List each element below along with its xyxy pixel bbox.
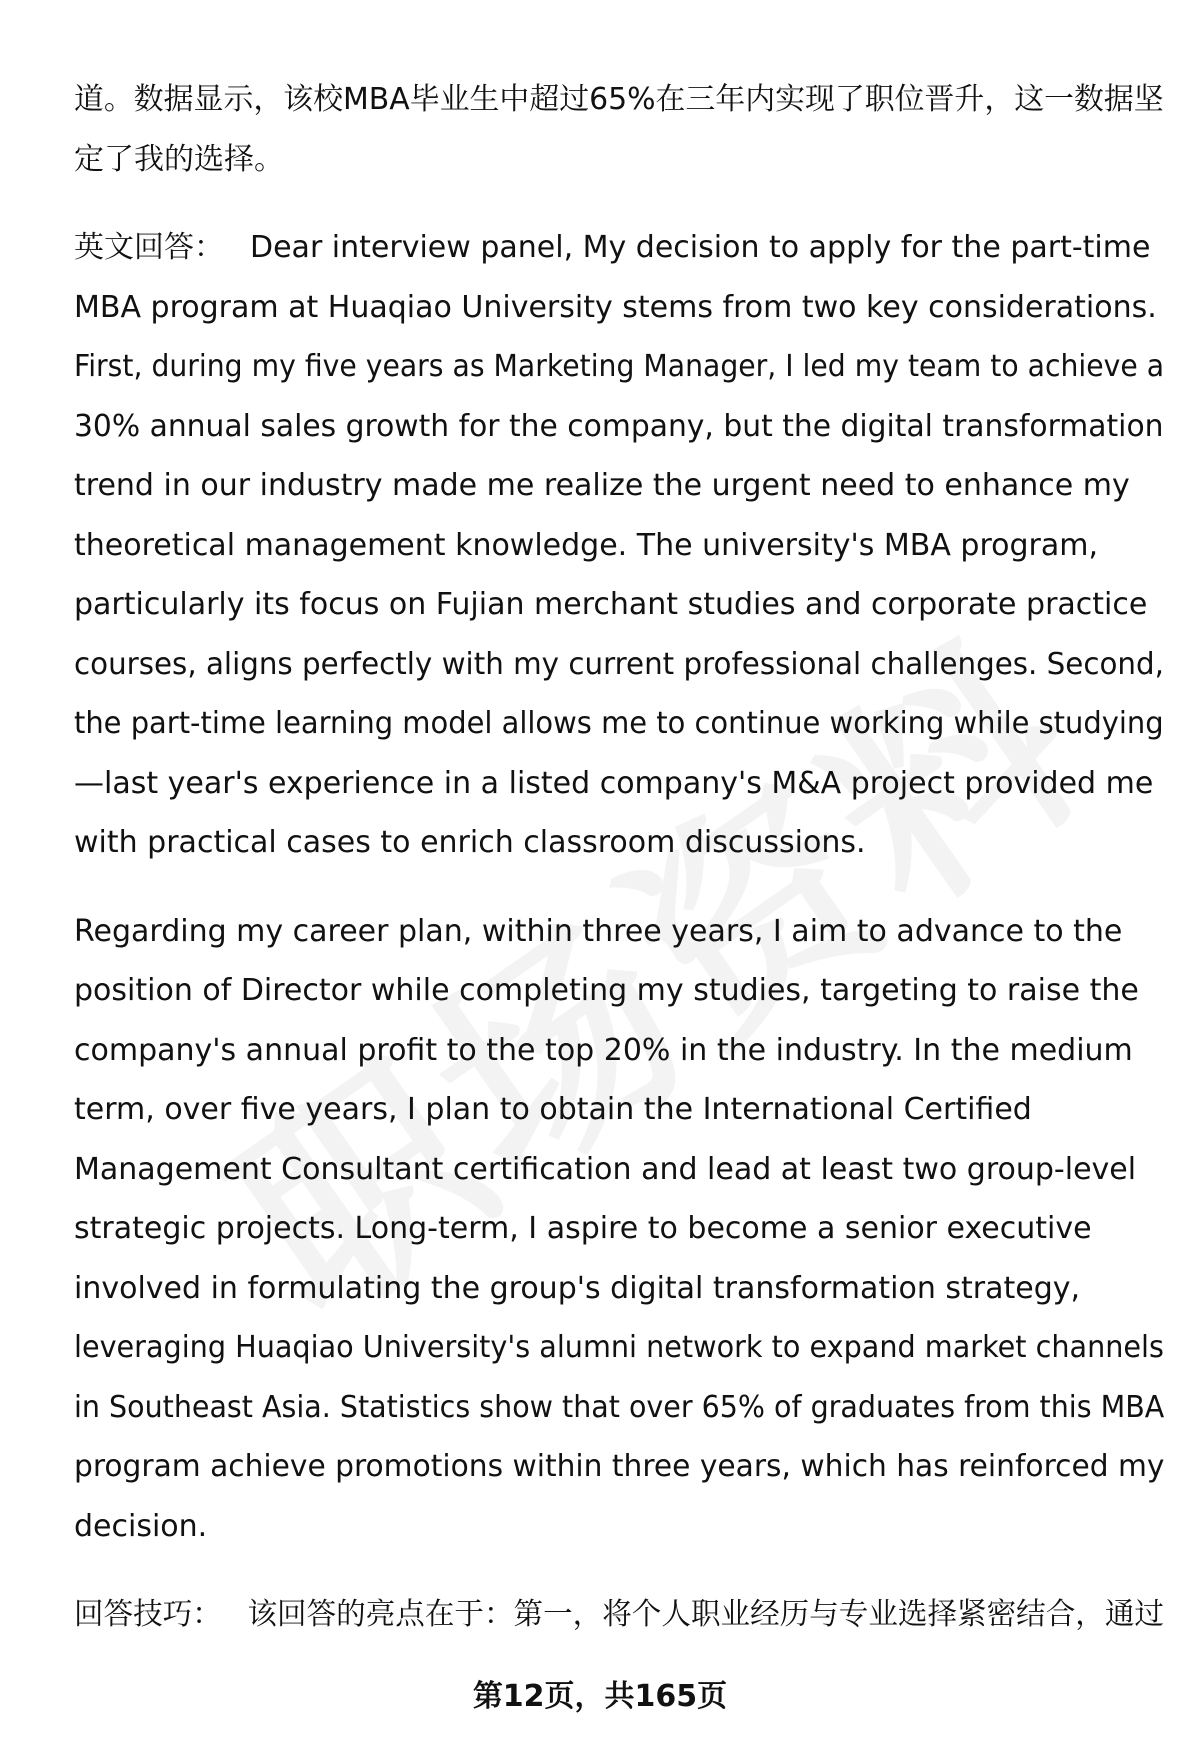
line-text: with practical cases to enrich classroom discussions. [74, 825, 866, 860]
line-text: Dear interview panel, My decision to apply for the part-time [250, 230, 1151, 265]
text-line [74, 694, 1164, 754]
text-line [74, 397, 1164, 457]
line-text: decision. [74, 1508, 208, 1544]
text-line [74, 575, 1164, 635]
line-text: company's annual profit to the top 20% in the industry. In the medium [74, 1032, 1133, 1068]
text-line [74, 813, 1164, 873]
line-text: 30% annual sales growth for the company, but the digital transformation [74, 408, 1164, 444]
line-text: First, during my five years as Marketing Manager, I led my team to achieve a [74, 349, 1165, 384]
line-text: the part-time learning model allows me to continue working while studying [74, 706, 1164, 741]
paragraph [74, 70, 1164, 189]
paragraph [74, 902, 1164, 1557]
line-text: Management Consultant certification and lead at least two group-level [74, 1151, 1137, 1187]
text-line [74, 278, 1164, 338]
line-text: Regarding my career plan, within three years, I aim to advance to the [74, 913, 1123, 949]
text-line [74, 1585, 1165, 1645]
line-text: in Southeast Asia. Statistics show that over 65% of graduates from this MBA [74, 1389, 1165, 1425]
text-line [74, 1318, 1164, 1378]
line-text: 道。数据显示，该校MBA毕业生中超过65%在三年内实现了职位晋升，这一数据坚 [74, 82, 1164, 117]
line-text: courses, aligns perfectly with my current professional challenges. Second, [74, 646, 1164, 682]
text-line [74, 337, 1165, 397]
line-text: strategic projects. Long-term, I aspire to become a senior executive [74, 1211, 1092, 1246]
text-line [74, 1259, 1164, 1319]
text-line [74, 456, 1164, 516]
text-line [74, 130, 1164, 190]
text-line [74, 1140, 1164, 1200]
line-text: program achieve promotions within three years, which has reinforced my [74, 1449, 1165, 1484]
line-text: theoretical management knowledge. The university's MBA program, [74, 527, 1098, 563]
text-line [74, 1497, 1164, 1557]
text-line [74, 1199, 1164, 1259]
line-text: 定了我的选择。 [74, 141, 284, 177]
line-text: —last year's experience in a listed company's M&A project provided me [74, 765, 1154, 801]
text-line [74, 1437, 1165, 1497]
text-line [74, 902, 1164, 962]
line-text: MBA program at Huaqiao University stems from two key considerations. [74, 289, 1157, 325]
page-number: 第12页，共165页 [472, 1679, 728, 1714]
line-text: 该回答的亮点在于：第一，将个人职业经历与专业选择紧密结合，通过 [247, 1597, 1165, 1632]
text-line [74, 961, 1164, 1021]
text-line [74, 635, 1164, 695]
text-line [74, 70, 1164, 130]
line-text: involved in formulating the group's digital transformation strategy, [74, 1270, 1081, 1306]
line-text: leveraging Huaqiao University's alumni network to expand market channels [74, 1330, 1164, 1365]
section-label: 回答技巧： [74, 1597, 222, 1632]
text-line [74, 1080, 1164, 1140]
document-body [74, 70, 1164, 1674]
text-line [74, 754, 1164, 814]
line-text: trend in our industry made me realize the urgent need to enhance my [74, 468, 1130, 503]
line-text: term, over five years, I plan to obtain the International Certified [74, 1092, 1032, 1127]
paragraph [74, 1585, 1164, 1645]
text-line [74, 218, 1164, 278]
paragraph [74, 218, 1164, 873]
text-line [74, 516, 1164, 576]
line-text: particularly its focus on Fujian merchant studies and corporate practice [74, 587, 1148, 622]
line-text: position of Director while completing my studies, targeting to raise the [74, 973, 1139, 1008]
text-line [74, 1378, 1165, 1438]
text-line [74, 1021, 1164, 1081]
section-label: 英文回答： [74, 230, 224, 265]
